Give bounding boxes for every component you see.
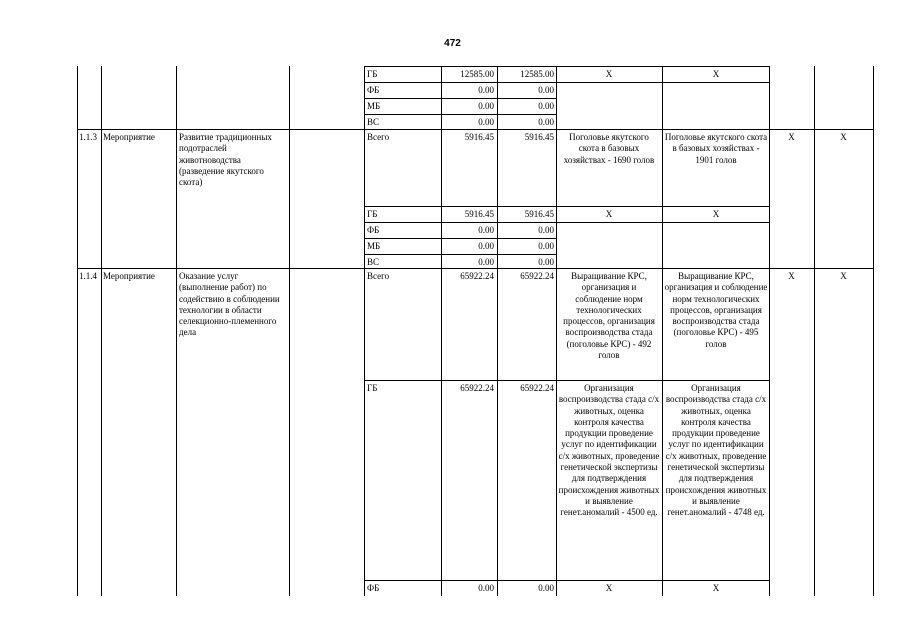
col-line-f bbox=[441, 66, 442, 596]
row-line bbox=[364, 82, 557, 83]
col-line-k bbox=[814, 66, 815, 596]
col-line-b bbox=[101, 66, 102, 596]
source-label: ФБ bbox=[367, 85, 380, 95]
item-number: 1.1.4 bbox=[79, 271, 97, 281]
item-type: Мероприятие bbox=[103, 132, 155, 142]
amount: 0.00 bbox=[478, 257, 494, 267]
amount: 0.00 bbox=[538, 225, 554, 235]
row-line bbox=[556, 380, 770, 381]
source-label: ФБ bbox=[367, 583, 380, 593]
mark-cell: X bbox=[840, 132, 847, 142]
source-label: ВС bbox=[367, 257, 380, 267]
col-line-g bbox=[497, 66, 498, 596]
amount: 0.00 bbox=[538, 85, 554, 95]
source-label: МБ bbox=[367, 241, 381, 251]
row-line bbox=[364, 98, 557, 99]
col-line-e bbox=[364, 66, 365, 596]
item-name: Оказание услуг (выполнение работ) по содействию в соблюдении технологии в области селекционно-племенного дела bbox=[179, 271, 280, 338]
row-line bbox=[364, 206, 557, 207]
row-line bbox=[556, 580, 770, 581]
source-label: Всего bbox=[367, 132, 390, 142]
amount: 0.00 bbox=[478, 101, 494, 111]
col-line-a bbox=[77, 66, 78, 596]
amount: 5916.45 bbox=[524, 209, 554, 219]
source-label: ГБ bbox=[367, 383, 378, 393]
item-type: Мероприятие bbox=[103, 271, 155, 281]
source-label: ГБ bbox=[367, 209, 378, 219]
amount: 12585.00 bbox=[520, 69, 554, 79]
row-line bbox=[364, 580, 557, 581]
indicator-cell: Организация воспроизводства стада с/х животных, оценка контроля качества продукции проведение услуг по идентификации с/х животных, проведение генетической экспертизы для подтверждения происхождения животных и выявление генет.аномалий - 4748 ед. bbox=[665, 383, 767, 518]
amount: 0.00 bbox=[478, 117, 494, 127]
indicator-cell: X bbox=[712, 209, 720, 219]
source-label: ФБ bbox=[367, 225, 380, 235]
mark-cell: X bbox=[788, 132, 795, 142]
mark-cell: X bbox=[788, 271, 795, 281]
amount: 0.00 bbox=[478, 85, 494, 95]
amount: 0.00 bbox=[538, 583, 554, 593]
col-line-i bbox=[662, 66, 663, 596]
row-line bbox=[556, 206, 770, 207]
amount: 5916.45 bbox=[524, 132, 554, 142]
page-number: 472 bbox=[444, 38, 461, 49]
indicator-cell: X bbox=[605, 583, 613, 593]
indicator-cell: X bbox=[605, 69, 613, 79]
amount: 0.00 bbox=[478, 241, 494, 251]
amount: 5916.45 bbox=[464, 132, 494, 142]
amount: 5916.45 bbox=[464, 209, 494, 219]
mark-cell: X bbox=[840, 271, 847, 281]
amount: 0.00 bbox=[538, 101, 554, 111]
col-line-h bbox=[556, 66, 557, 596]
row-line bbox=[77, 129, 874, 130]
indicator-cell: Выращивание КРС, организация и соблюдение норм технологических процессов, организация воспроизводства стада (поголовье КРС) - 492 голов bbox=[563, 271, 655, 361]
row-line bbox=[364, 238, 557, 239]
amount: 65922.24 bbox=[460, 383, 494, 393]
indicator-cell: Организация воспроизводства стада с/х животных, оценка контроля качества продукции проведение услуг по идентификации с/х животных, проведение генетической экспертизы для подтверждения происхождения животных и выявление генет.аномалий - 4500 ед. bbox=[558, 383, 660, 518]
row-line bbox=[364, 114, 557, 115]
indicator-cell: X bbox=[605, 209, 613, 219]
col-line-d bbox=[289, 66, 290, 596]
source-label: ГБ bbox=[367, 69, 378, 79]
amount: 0.00 bbox=[478, 225, 494, 235]
amount: 0.00 bbox=[478, 583, 494, 593]
item-name: Развитие традиционных подотраслей животноводства (разведение якутского скота) bbox=[179, 132, 272, 188]
source-label: МБ bbox=[367, 101, 381, 111]
indicator-cell: X bbox=[712, 69, 720, 79]
amount: 12585.00 bbox=[460, 69, 494, 79]
amount: 0.00 bbox=[538, 257, 554, 267]
indicator-cell: X bbox=[712, 583, 720, 593]
amount: 0.00 bbox=[538, 117, 554, 127]
col-line-l bbox=[873, 66, 874, 596]
amount: 65922.24 bbox=[460, 271, 494, 281]
row-line bbox=[556, 66, 770, 67]
row-line bbox=[556, 222, 770, 223]
row-line bbox=[364, 380, 557, 381]
source-label: ВС bbox=[367, 117, 380, 127]
col-line-c bbox=[176, 66, 177, 596]
row-line bbox=[364, 222, 557, 223]
amount: 65922.24 bbox=[520, 383, 554, 393]
source-label: Всего bbox=[367, 271, 390, 281]
amount: 0.00 bbox=[538, 241, 554, 251]
row-line bbox=[556, 82, 770, 83]
col-line-j bbox=[769, 66, 770, 596]
item-number: 1.1.3 bbox=[79, 132, 97, 142]
row-line bbox=[364, 66, 557, 67]
row-line bbox=[364, 254, 557, 255]
indicator-cell: Выращивание КРС, организация и соблюдение норм технологических процессов, организация воспроизводства стада (поголовье КРС) - 495 голов bbox=[664, 271, 768, 349]
indicator-cell: Поголовье якутского скота в базовых хозяйствах - 1901 голов bbox=[664, 132, 768, 165]
amount: 65922.24 bbox=[520, 271, 554, 281]
indicator-cell: Поголовье якутского скота в базовых хозяйствах - 1690 голов bbox=[563, 132, 655, 165]
